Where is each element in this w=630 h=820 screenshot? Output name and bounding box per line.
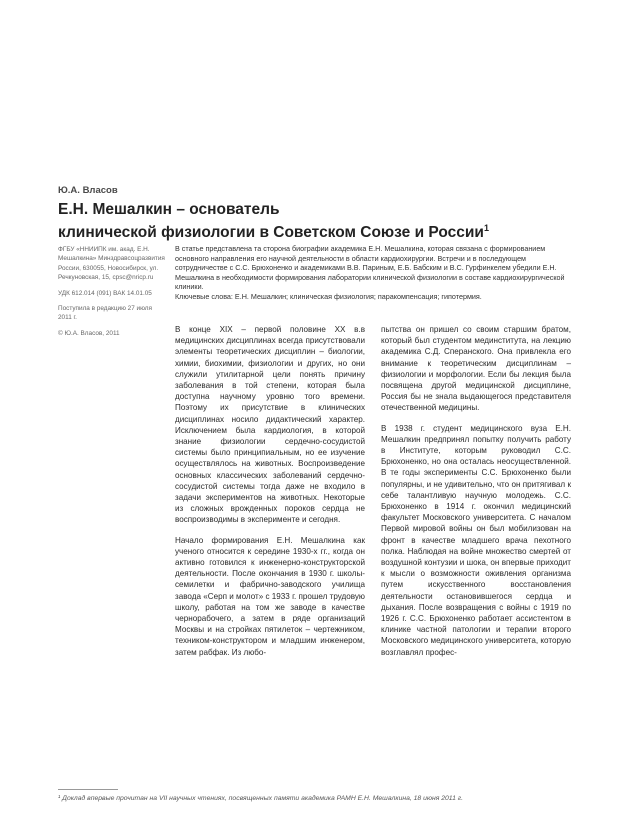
body-paragraph: пытства он пришел со своим старшим братом, который был студентом мединститута, на лекцию академика С.Д. Сперанского. Она привлекла его внимание к теоретическим дисциплинам – физиологии и морфологии. Если бы лекция была посвящена другой медицинской дисциплине, Россия бы не знала выдающегося представителя отечественной медицины.	[381, 325, 571, 413]
title-line-1: Е.Н. Мешалкин – основатель	[58, 201, 280, 218]
keywords: Ключевые слова: Е.Н. Мешалкин; клиническая физиология; паракомпенсация; гипотермия.	[175, 291, 482, 301]
received-date: Поступила в редакцию 27 июля 2011 г.	[58, 305, 152, 322]
copyright: © Ю.А. Власов, 2011	[58, 329, 120, 337]
body-paragraph: В 1938 г. студент медицинского вуза Е.Н. Мешалкин предпринял попытку получить работу в Институте, которым руководил С.С. Брюхоненко, но она осталась неосуществленной. В те годы эксперименты С.С. Брюхоненко были популярны, и не удивительно, что он притягивал к себе талантливую научную молодежь. С.С. Брюхоненко в 1914 г. окончил медицинский факультет Московского университета. С началом Первой мировой войны он был мобилизован на фронт в качестве младшего врача пехотного полка. Наблюдая на войне множество смертей от воздушной контузии и шока, он впервые приходит к мысли о возможности оживления организма путем искусственного восстановления деятельности остановившегося сердца и дыхания. После возвращения с войны с 1919 по 1926 г. С.С. Брюхоненко работает ассистентом в клинике частной патологии и терапии второго Московского медицинского университета, которую возглавлял профес-	[381, 423, 571, 657]
footnote-divider	[58, 789, 118, 790]
author-name: Ю.А. Власов	[58, 185, 118, 196]
body-column-2	[381, 324, 571, 667]
affiliation: ФГБУ «ННИИПК им. акад. Е.Н. Мешалкина» Минздравсоцразвития России, 630055, Новосибирск, ул. Речкуновская, 15, cpsc@nricp.ru	[58, 246, 165, 282]
body-paragraph: Начало формирования Е.Н. Мешалкина как ученого относится к середине 1930-х гг., когда он активно готовился к инженерно-конструкторской деятельности. После окончания в 1930 г. школы-семилетки и фабрично-заводского училища завода «Серп и молот» с 1933 г. прошел трудовую школу, работая на том же заводе в качестве чернорабочего, а затем в ряде организаций Москвы и на стройках пятилеток – чертежником, техником-конструктором и младшим инженером, затем рабфак. Из любо-	[175, 535, 365, 657]
article-metadata	[58, 245, 166, 344]
body-paragraph: В конце XIX – первой половине XX в.в медицинских дисциплинах всегда присутствовали элементы теоретических дисциплин – биологии, химии, биохимии, физиологии и других, но они служили утилитарной цели понять причину заболевания в той степени, которая была доступна научному уровню того времени. Поэтому их присутствие в клинических дисциплинах носило дидактический характер. Исключением была кардиология, в которой знание физиологии сердечно-сосудистой системы было принципиальным, но ее изучение осуществлялось на животных. Воспроизведение основных классических заболеваний сердечно-сосудистой системы тогда даже не входило в задачи экспериментов на животных. Некоторые из сложных врожденных пороков сердца не воспроизводимы в эксперименте и сегодня.	[175, 325, 365, 525]
footnote: ¹ Доклад впервые прочитан на VII научных чтениях, посвященных памяти академика РАМН Е.Н. Мешалкина, 18 июня 2011 г.	[58, 795, 463, 802]
title-line-2-text: клинической физиологии в Советском Союзе и России	[58, 224, 484, 242]
title-line-2	[58, 219, 578, 242]
abstract-text: В статье представлена та сторона биографии академика Е.Н. Мешалкина, которая связана с формированием основного направления его научной деятельности в области кардиохирургии. Встречи и в последующем сотрудничестве с С.С. Брюхоненко и академиками В.В. Париным, Е.Б. Бабским и В.С. Гурфинкелем убедили Е.Н. Мешалкина в необходимости формирования лаборатории клинической физиологии в составе кардиохирургической клиники.	[175, 244, 565, 291]
title-footnote-mark[interactable]: 1	[483, 223, 489, 233]
classification-codes: УДК 612.014 (091) ВАК 14.01.05	[58, 289, 152, 297]
article-title	[58, 200, 578, 242]
body-column-1	[175, 324, 365, 667]
abstract	[175, 244, 575, 301]
